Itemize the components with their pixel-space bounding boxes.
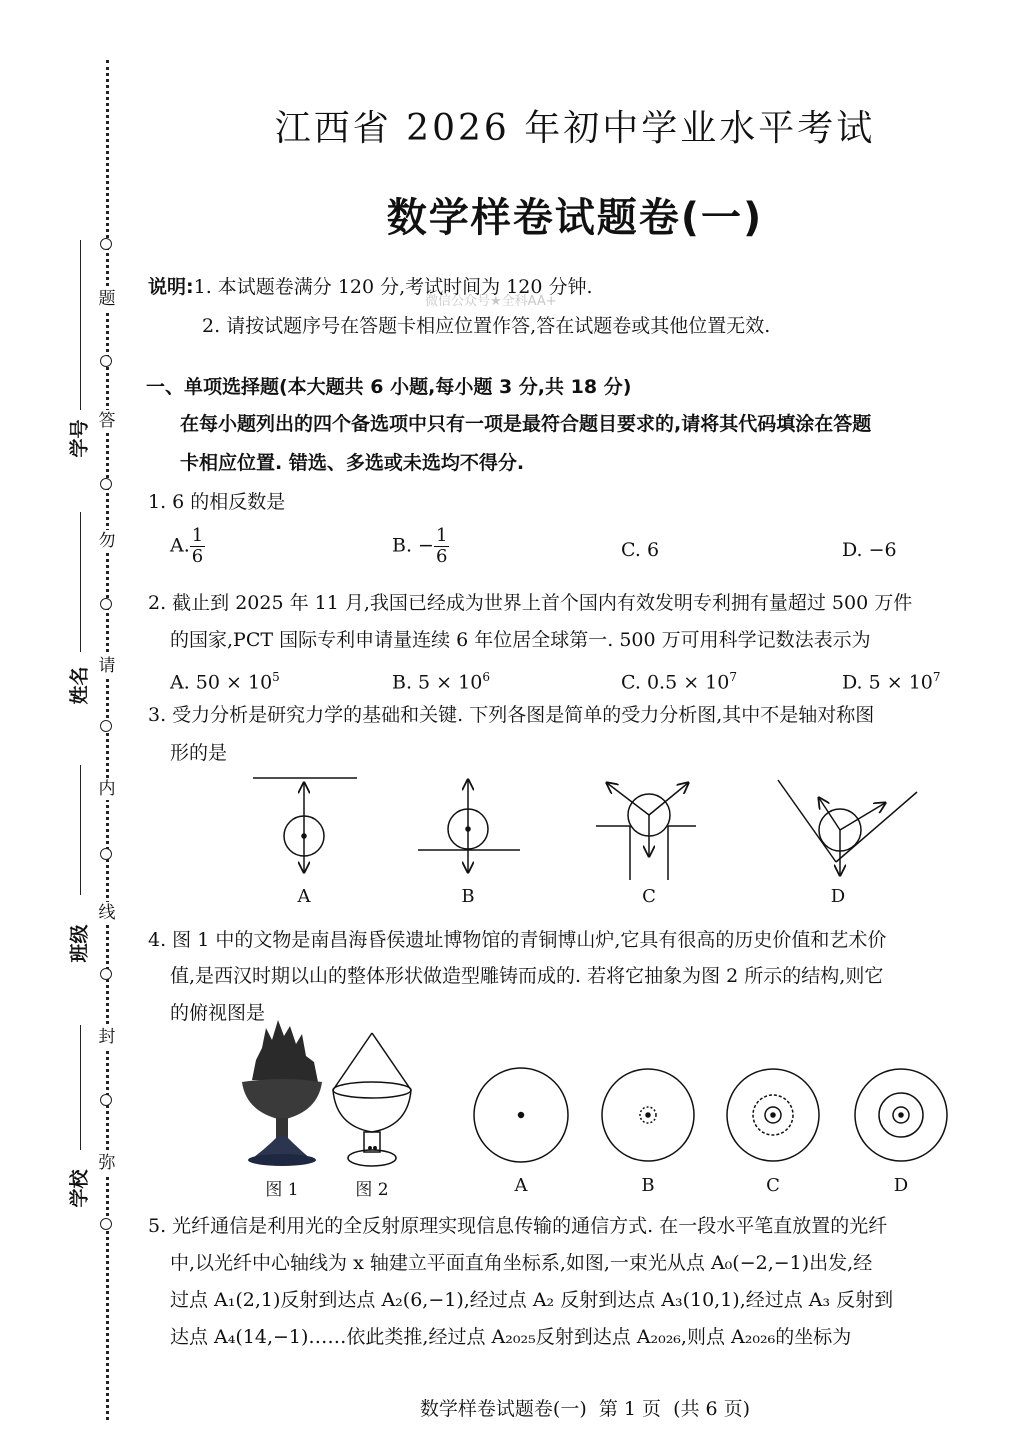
q4-line2: 值,是西汉时期以山的整体形状做造型雕铸而成的. 若将它抽象为图 2 所示的结构,则它 bbox=[170, 965, 884, 987]
q5-line4: 达点 A₄(14,−1)……依此类推,经过点 A₂₀₂₅反射到达点 A₂₀₂₆,则点 A₂₀₂₆的坐标为 bbox=[170, 1326, 852, 1348]
watermark: 微信公众号★全科AA+ bbox=[425, 294, 557, 309]
instructions-label: 说明: bbox=[148, 276, 194, 298]
q3-label-c[interactable]: C bbox=[642, 886, 656, 907]
page-footer: 数学样卷试题卷(一) 第 1 页 (共 6 页) bbox=[419, 1398, 751, 1420]
name-label: 姓名 bbox=[68, 666, 91, 705]
q1-option-a[interactable]: A. $\frac{1}{6}$ bbox=[170, 525, 204, 567]
q3-label-a[interactable]: A bbox=[297, 886, 311, 907]
q4-figure1-censer bbox=[242, 1020, 322, 1166]
instructions-line1: 说明:1. 本试题卷满分 120 分,考试时间为 120 分钟. bbox=[148, 276, 593, 298]
q1-option-d[interactable]: D. −6 bbox=[842, 539, 897, 561]
section1-desc-line1: 在每小题列出的四个备选项中只有一项是最符合题目要求的,请将其代码填涂在答题 bbox=[180, 413, 872, 435]
seal-char: 线 bbox=[96, 902, 118, 924]
q4-label-c[interactable]: C bbox=[766, 1175, 780, 1196]
q2-option-a[interactable]: A. $50 \times 10^5$ bbox=[170, 670, 280, 694]
q4-fig2-caption: 图 2 bbox=[355, 1180, 389, 1200]
q3-label-d[interactable]: D bbox=[830, 886, 846, 907]
q5-line3: 过点 A₁(2,1)反射到达点 A₂(6,−1),经过点 A₂ 反射到达点 A₃(10,1),经过点 A₃ 反射到 bbox=[170, 1289, 894, 1311]
q3-label-b[interactable]: B bbox=[461, 886, 475, 907]
seal-char: 题 bbox=[96, 288, 118, 310]
q5-line1: 5. 光纤通信是利用光的全反射原理实现信息传输的通信方式. 在一段水平笔直放置的光纤 bbox=[148, 1215, 888, 1237]
seal-char: 内 bbox=[96, 778, 118, 800]
q1-stem: 1. 6 的相反数是 bbox=[148, 491, 286, 513]
q1-option-c[interactable]: C. 6 bbox=[621, 539, 660, 561]
seal-char: 弥 bbox=[96, 1152, 118, 1174]
q1-option-b[interactable]: B. − $\frac{1}{6}$ bbox=[392, 525, 448, 567]
q4-option-d-view bbox=[855, 1069, 947, 1161]
q2-line1: 2. 截止到 2025 年 11 月,我国已经成为世界上首个国内有效发明专利拥有量超过 500 万件 bbox=[148, 592, 913, 614]
section1-desc-line2: 卡相应位置. 错选、多选或未选均不得分. bbox=[180, 452, 525, 474]
q4-option-a-view bbox=[474, 1068, 568, 1162]
q4-option-c-view bbox=[727, 1069, 819, 1161]
student-id-label: 学号 bbox=[68, 419, 91, 458]
section1-heading: 一、单项选择题(本大题共 6 小题,每小题 3 分,共 18 分) bbox=[146, 376, 632, 398]
q2-line2: 的国家,PCT 国际专利申请量连续 6 年位居全球第一. 500 万可用科学记数法表示为 bbox=[170, 629, 871, 651]
seal-char: 封 bbox=[96, 1026, 118, 1048]
q5-line2: 中,以光纤中心轴线为 x 轴建立平面直角坐标系,如图,一束光从点 A₀(−2,−1)出发,经 bbox=[170, 1252, 873, 1274]
q4-line1: 4. 图 1 中的文物是南昌海昏侯遗址博物馆的青铜博山炉,它具有很高的历史价值和艺术价 bbox=[148, 929, 887, 951]
exam-title: 江西省 2026 年初中学业水平考试 bbox=[274, 108, 876, 149]
school-label: 学校 bbox=[68, 1169, 91, 1208]
q2-option-b[interactable]: B. $5 \times 10^6$ bbox=[392, 670, 490, 694]
q4-label-b[interactable]: B bbox=[641, 1175, 655, 1196]
seal-char: 答 bbox=[96, 410, 118, 432]
seal-char: 请 bbox=[96, 655, 118, 677]
q4-option-b-view bbox=[602, 1069, 694, 1161]
q4-fig1-caption: 图 1 bbox=[265, 1180, 299, 1200]
q3-line1: 3. 受力分析是研究力学的基础和关键. 下列各图是简单的受力分析图,其中不是轴对称图 bbox=[148, 704, 875, 726]
q4-label-d[interactable]: D bbox=[893, 1175, 909, 1196]
q4-line3: 的俯视图是 bbox=[170, 1002, 266, 1024]
seal-char: 勿 bbox=[96, 530, 118, 552]
instructions-line2: 2. 请按试题序号在答题卡相应位置作答,答在试题卷或其他位置无效. bbox=[202, 315, 771, 337]
q3-line2: 形的是 bbox=[170, 742, 228, 764]
class-label: 班级 bbox=[68, 924, 91, 963]
q4-label-a[interactable]: A bbox=[514, 1175, 528, 1196]
q4-figure2-structure bbox=[333, 1033, 411, 1166]
q2-option-d[interactable]: D. $5 \times 10^7$ bbox=[842, 670, 941, 694]
paper-title: 数学样卷试题卷(一) bbox=[386, 195, 764, 241]
q2-option-c[interactable]: C. $0.5 \times 10^7$ bbox=[621, 670, 737, 694]
